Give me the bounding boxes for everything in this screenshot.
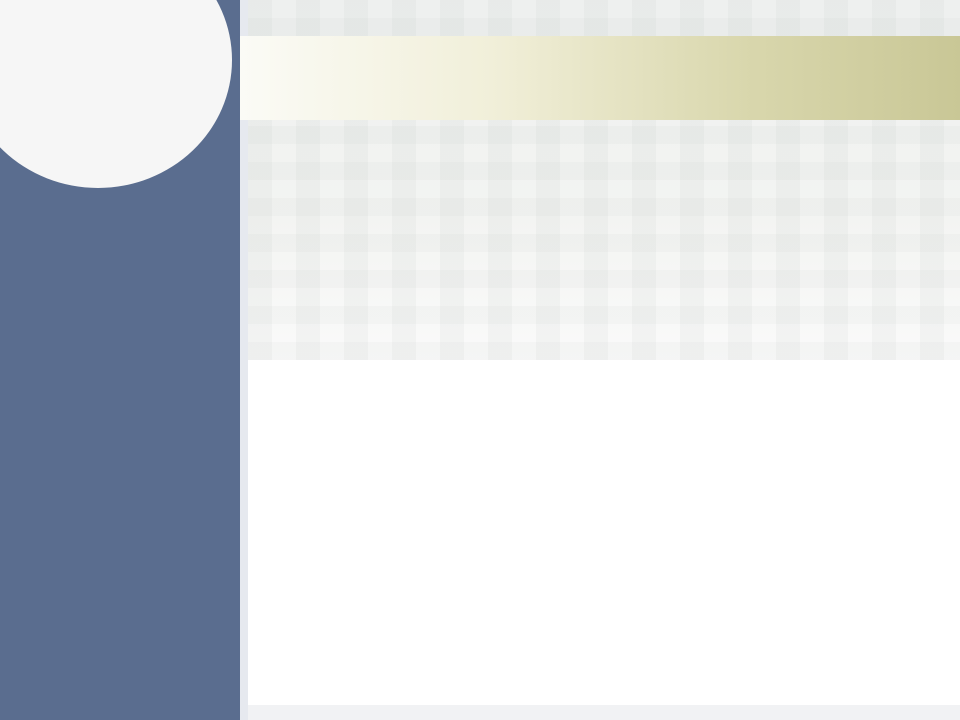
ine-logo (0, 0, 200, 180)
bottom-strip (248, 705, 960, 720)
slide-title (328, 45, 948, 84)
